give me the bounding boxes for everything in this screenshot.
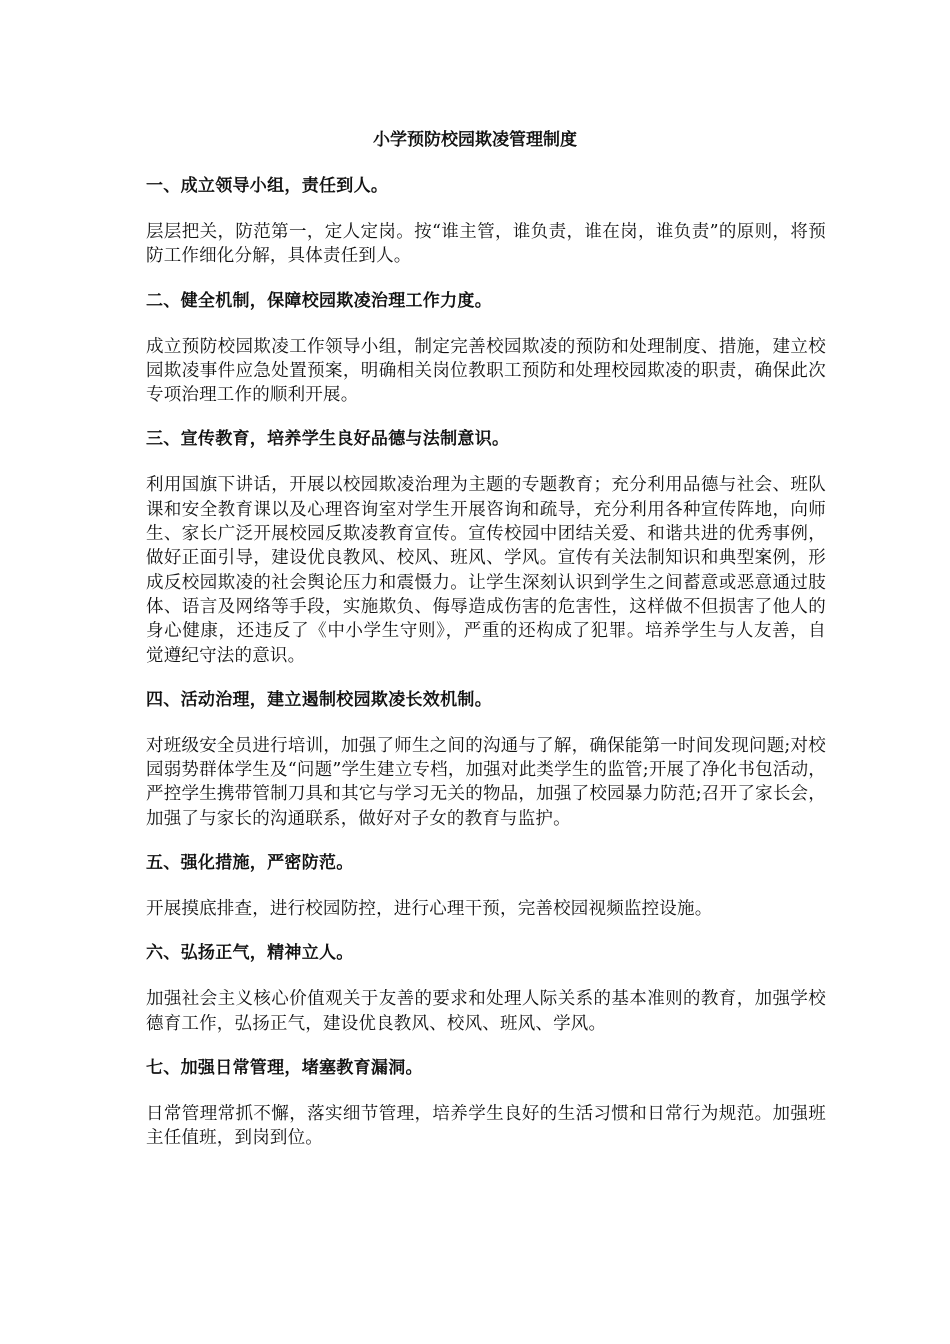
section-heading: 三、宣传教育，培养学生良好品德与法制意识。 xyxy=(146,429,510,450)
section-heading: 一、成立领导小组，责任到人。 xyxy=(146,176,389,196)
section-5 xyxy=(146,851,826,921)
section-body: 成立预防校园欺凌工作领导小组，制定完善校园欺凌的预防和处理制度、措施，建立校园欺凌事件应急处置预案，明确相关岗位教职工预防和处理校园欺凌的职责，确保此次专项治理工作的顺利开展。 xyxy=(146,336,826,406)
section-6 xyxy=(146,941,826,1036)
section-1 xyxy=(146,174,826,269)
section-3 xyxy=(146,427,826,667)
section-body: 开展摸底排查，进行校园防控，进行心理干预，完善校园视频监控设施。 xyxy=(146,899,713,920)
section-body: 对班级安全员进行培训，加强了师生之间的沟通与了解，确保能第一时间发现问题;对校园弱势群体学生及“问题”学生建立专档，加强对此类学生的监管;开展了净化书包活动，严控学生携带管制刀具和其它与学习无关的物品，加强了校园暴力防范;召开了家长会，加强了与家长的沟通联系，做好对子女的教育与监护。 xyxy=(146,735,826,829)
section-heading: 二、健全机制，保障校园欺凌治理工作力度。 xyxy=(146,290,492,311)
document-title: 小学预防校园欺凌管理制度 xyxy=(373,130,577,150)
section-heading: 五、强化措施，严密防范。 xyxy=(146,853,354,874)
section-heading: 七、加强日常管理，堵塞教育漏洞。 xyxy=(146,1057,423,1078)
section-2 xyxy=(146,289,826,408)
section-body: 日常管理常抓不懈，落实细节管理，培养学生良好的生活习惯和日常行为规范。加强班主任值班，到岗到位。 xyxy=(146,1103,826,1149)
section-body: 利用国旗下讲话，开展以校园欺凌治理为主题的专题教育；充分利用品德与社会、班队课和安全教育课以及心理咨询室对学生开展咨询和疏导，充分利用各种宣传阵地，向师生、家长广泛开展校园反欺凌教育宣传。宣传校园中团结关爱、和谐共进的优秀事例，做好正面引导，建设优良教风、校风、班风、学风。宣传有关法制知识和典型案例，形成反校园欺凌的社会舆论压力和震慑力。让学生深刻认识到学生之间蓄意或恶意通过肢体、语言及网络等手段，实施欺负、侮辱造成伤害的危害性，这样做不但损害了他人的身心健康，还违反了《中小学生守则》，严重的还构成了犯罪。培养学生与人友善，自觉遵纪守法的意识。 xyxy=(146,475,826,666)
document-content xyxy=(146,174,826,1171)
section-4 xyxy=(146,688,826,831)
section-body: 加强社会主义核心价值观关于友善的要求和处理人际关系的基本准则的教育，加强学校德育工作，弘扬正气，建设优良教风、校风、班风、学风。 xyxy=(146,989,826,1034)
section-body: 层层把关，防范第一，定人定岗。按“谁主管，谁负责，谁在岗，谁负责”的原则，将预防工作细化分解，具体责任到人。 xyxy=(146,222,826,267)
section-heading: 六、弘扬正气，精神立人。 xyxy=(146,943,354,964)
section-heading: 四、活动治理，建立遏制校园欺凌长效机制。 xyxy=(146,689,492,710)
section-7 xyxy=(146,1056,826,1151)
